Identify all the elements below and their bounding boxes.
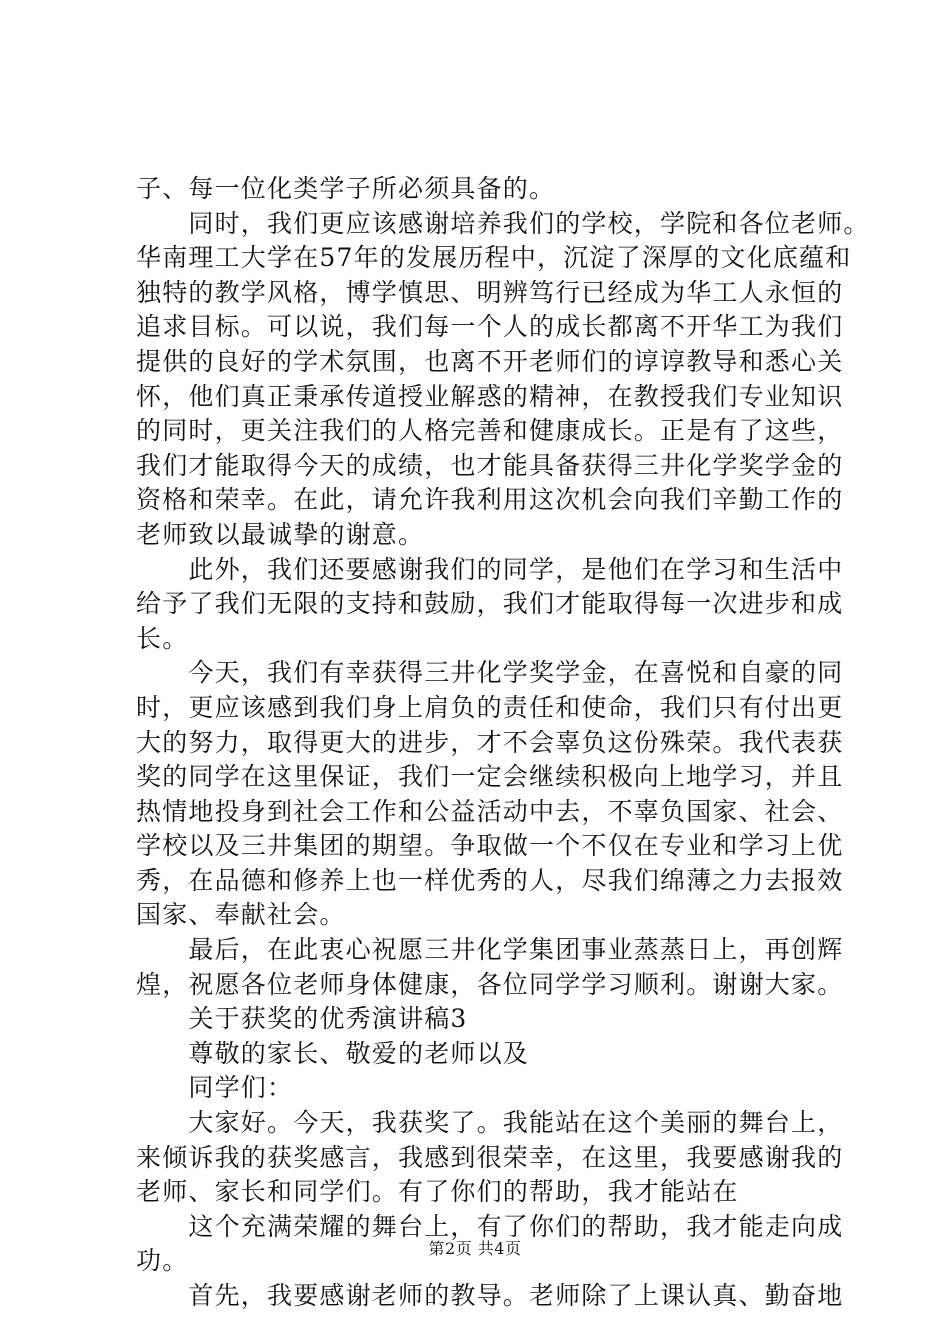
- text-line: 同学们：: [136, 1073, 294, 1103]
- text-line: 热情地投身到社会工作和公益活动中去，不辜负国家、社会、: [136, 796, 844, 826]
- text-line: 国家、奉献社会。: [136, 900, 346, 930]
- text-line: 大家好。今天，我获奖了。我能站在这个美丽的舞台上，: [136, 1108, 844, 1138]
- text-line: 秀，在品德和修养上也一样优秀的人，尽我们绵薄之力去报效: [136, 865, 844, 895]
- text-line: 华南理工大学在57年的发展历程中，沉淀了深厚的文化底蕴和: [136, 243, 852, 273]
- text-line: 同时，我们更应该感谢培养我们的学校，学院和各位老师。: [136, 208, 870, 238]
- text-line: 大的努力，取得更大的进步，才不会辜负这份殊荣。我代表获: [136, 727, 844, 757]
- text-line: 资格和荣幸。在此，请允许我利用这次机会向我们辛勤工作的: [136, 485, 844, 515]
- text-line: 的同时，更关注我们的人格完善和健康成长。正是有了这些，: [136, 416, 844, 446]
- text-line: 首先，我要感谢老师的教导。老师除了上课认真、勤奋地: [136, 1281, 844, 1310]
- text-line: 最后，在此衷心祝愿三井化学集团事业蒸蒸日上，再创辉: [136, 935, 844, 965]
- text-line: 尊敬的家长、敬爱的老师以及: [136, 1038, 530, 1068]
- text-line: 功。: [136, 1246, 189, 1276]
- text-line: 子、每一位化类学子所必须具备的。: [136, 174, 556, 203]
- text-line: 老师致以最诚挚的谢意。: [136, 519, 425, 549]
- text-line: 追求目标。可以说，我们每一个人的成长都离不开华工为我们: [136, 312, 844, 342]
- text-line: 给予了我们无限的支持和鼓励，我们才能取得每一次进步和成: [136, 589, 844, 619]
- text-line: 独特的教学风格，博学慎思、明辨笃行已经成为华工人永恒的: [136, 277, 844, 307]
- text-line: 时，更应该感到我们身上肩负的责任和使命，我们只有付出更: [136, 692, 844, 722]
- text-line: 怀，他们真正秉承传道授业解惑的精神，在教授我们专业知识: [136, 381, 844, 411]
- text-line: 煌，祝愿各位老师身体健康，各位同学学习顺利。谢谢大家。: [136, 969, 844, 999]
- text-line: 这个充满荣耀的舞台上，有了你们的帮助，我才能走向成: [136, 1211, 844, 1241]
- text-line: 我们才能取得今天的成绩，也才能具备获得三井化学奖学金的: [136, 450, 844, 480]
- page-number-footer: 第2页 共4页: [428, 1239, 522, 1258]
- section-heading: 关于获奖的优秀演讲稿3: [136, 1004, 468, 1034]
- text-line: 奖的同学在这里保证，我们一定会继续积极向上地学习，并且: [136, 762, 844, 792]
- text-line: 来倾诉我的获奖感言，我感到很荣幸，在这里，我要感谢我的: [136, 1142, 844, 1172]
- text-line: 此外，我们还要感谢我们的同学，是他们在学习和生活中: [136, 554, 844, 584]
- text-line: 提供的良好的学术氛围，也离不开老师们的谆谆教导和悉心关: [136, 346, 844, 376]
- document-body: [136, 172, 870, 1314]
- text-line: 长。: [136, 623, 189, 653]
- text-line: 今天，我们有幸获得三井化学奖学金，在喜悦和自豪的同: [136, 658, 844, 688]
- text-line: 老师、家长和同学们。有了你们的帮助，我才能站在: [136, 1177, 739, 1207]
- text-line: 学校以及三井集团的期望。争取做一个不仅在专业和学习上优: [136, 831, 844, 861]
